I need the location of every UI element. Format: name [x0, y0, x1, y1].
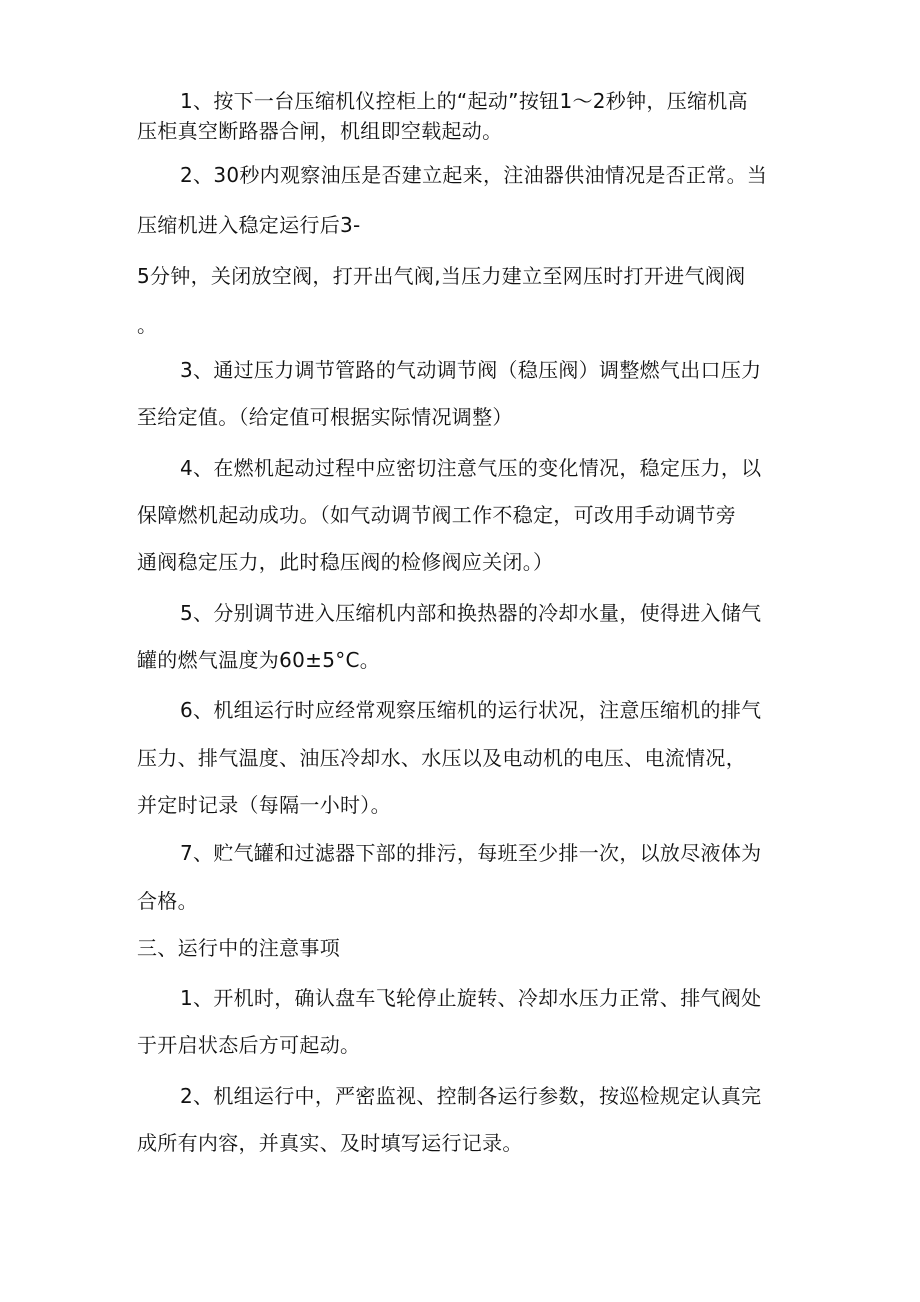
text-line: 2、机组运行中，严密监视、控制各运行参数，按巡检规定认真完 [180, 1084, 762, 1108]
text-line: 并定时记录（每隔一小时）。 [137, 793, 391, 817]
section-heading: 三、运行中的注意事项 [137, 936, 340, 960]
text-line: 合格。 [137, 889, 198, 913]
text-line: 7、贮气罐和过滤器下部的排污，每班至少排一次，以放尽液体为 [180, 841, 762, 865]
text-line: 1、开机时，确认盘车飞轮停止旋转、冷却水压力正常、排气阀处 [180, 986, 762, 1010]
text-line: 成所有内容，并真实、及时填写运行记录。 [137, 1131, 523, 1155]
text-line: 。 [137, 313, 158, 337]
text-line: 4、在燃机起动过程中应密切注意气压的变化情况，稳定压力，以 [180, 456, 762, 480]
text-line: 5、分别调节进入压缩机内部和换热器的冷却水量，使得进入储气 [180, 601, 762, 625]
text-line: 罐的燃气温度为60±5°C。 [137, 648, 381, 672]
text-line: 2、30秒内观察油压是否建立起来，注油器供油情况是否正常。当 [180, 163, 768, 187]
text-line: 保障燃机起动成功。（如气动调节阀工作不稳定，可改用手动调节旁 [137, 503, 736, 527]
text-line: 压力、排气温度、油压冷却水、水压以及电动机的电压、电流情况， [137, 746, 746, 770]
text-line: 至给定值。（给定值可根据实际情况调整） [137, 405, 513, 429]
text-line: 压柜真空断路器合闸，机组即空载起动。 [137, 119, 503, 143]
text-line: 5分钟，关闭放空阀，打开出气阀,当压力建立至网压时打开进气阀阀 [137, 264, 746, 288]
text-line: 于开启状态后方可起动。 [137, 1033, 361, 1057]
text-line: 6、机组运行时应经常观察压缩机的运行状况，注意压缩机的排气 [180, 698, 762, 722]
text-line: 通阀稳定压力，此时稳压阀的检修阀应关闭。） [137, 550, 554, 574]
text-line: 1、按下一台压缩机仪控柜上的“起动”按钮1〜2秒钟，压缩机高 [180, 89, 748, 113]
text-line: 3、通过压力调节管路的气动调节阀（稳压阀）调整燃气出口压力 [180, 358, 762, 382]
text-line: 压缩机进入稳定运行后3- [137, 213, 361, 237]
